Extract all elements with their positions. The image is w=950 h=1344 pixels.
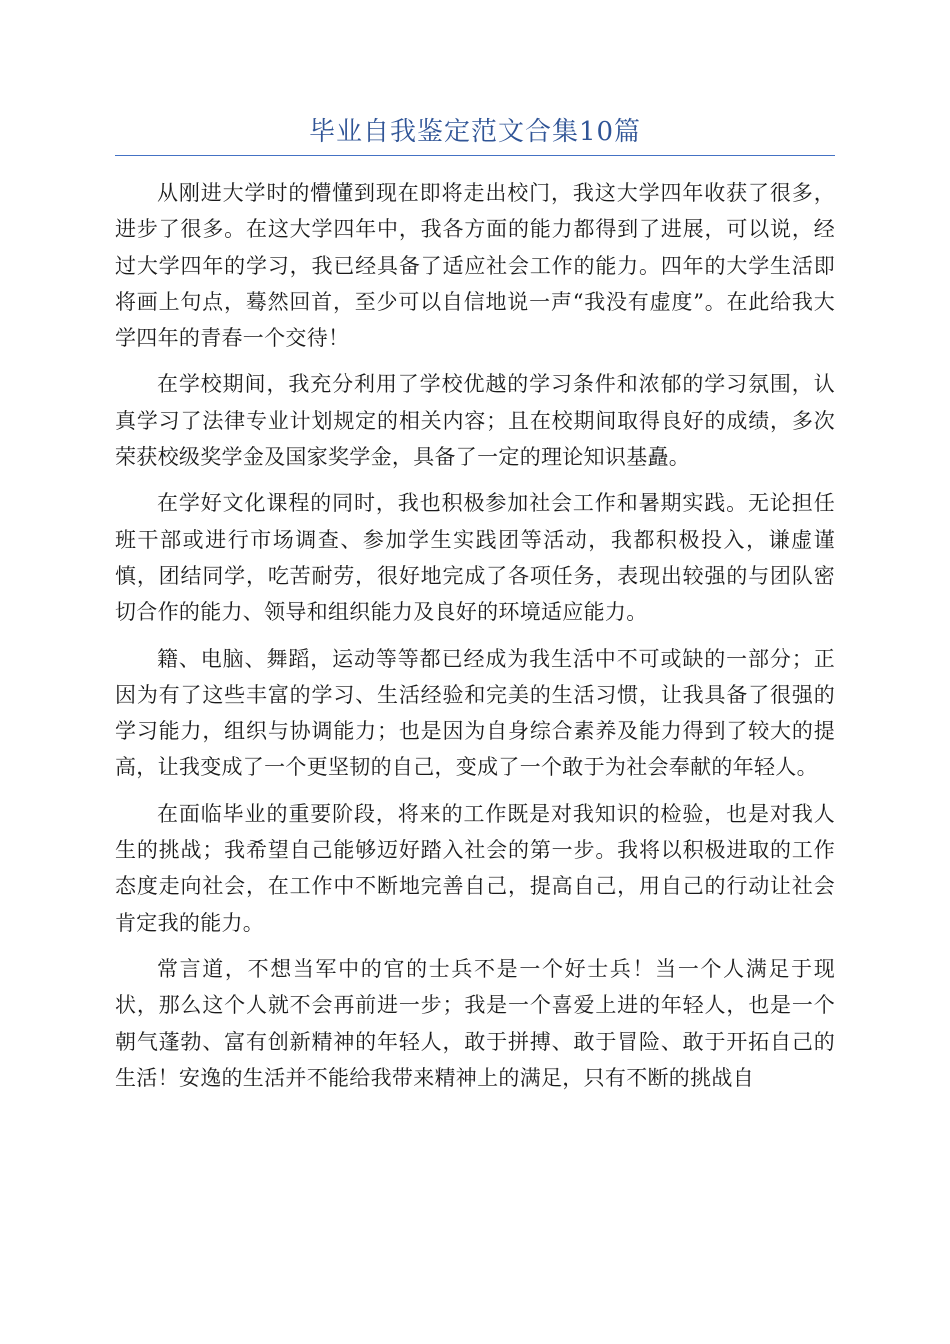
document-body: [115, 175, 835, 1106]
paragraph-5: 在面临毕业的重要阶段，将来的工作既是对我知识的检验，也是对我人生的挑战；我希望自己能够迈好踏入社会的第一步。我将以积极进取的工作态度走向社会，在工作中不断地完善自己，提高自己，用自己的行动让社会肯定我的能力。: [115, 801, 835, 935]
paragraph-4: 籍、电脑、舞蹈，运动等等都已经成为我生活中不可或缺的一部分；正因为有了这些丰富的学习、生活经验和完美的生活习惯，让我具备了很强的学习能力，组织与协调能力；也是因为自身综合素养及能力得到了较大的提高，让我变成了一个更坚韧的自己，变成了一个敢于为社会奉献的年轻人。: [115, 646, 835, 780]
paragraph-3: 在学好文化课程的同时，我也积极参加社会工作和暑期实践。无论担任班干部或进行市场调查、参加学生实践团等活动，我都积极投入，谦虚谨慎，团结同学，吃苦耐劳，很好地完成了各项任务，表现出较强的与团队密切合作的能力、领导和组织能力及良好的环境适应能力。: [115, 491, 835, 625]
page-title: 毕业自我鉴定范文合集10篇: [308, 117, 642, 147]
paragraph-1: 从刚进大学时的懵懂到现在即将走出校门，我这大学四年收获了很多，进步了很多。在这大学四年中，我各方面的能力都得到了进展，可以说，经过大学四年的学习，我已经具备了适应社会工作的能力。四年的大学生活即将画上句点，蓦然回首，至少可以自信地说一声“我没有虚度”。在此给我大学四年的青春一个交待！: [115, 181, 835, 351]
title-underline: [115, 155, 835, 156]
paragraph-2: 在学校期间，我充分利用了学校优越的学习条件和浓郁的学习氛围，认真学习了法律专业计划规定的相关内容；且在校期间取得良好的成绩，多次荣获校级奖学金及国家奖学金，具备了一定的理论知识基矗。: [115, 372, 835, 470]
paragraph-6: 常言道，不想当军中的官的士兵不是一个好士兵！当一个人满足于现状，那么这个人就不会再前进一步；我是一个喜爱上进的年轻人，也是一个朝气蓬勃、富有创新精神的年轻人，敢于拼搏、敢于冒险、敢于开拓自己的生活！安逸的生活并不能给我带来精神上的满足，只有不断的挑战自: [115, 956, 835, 1090]
